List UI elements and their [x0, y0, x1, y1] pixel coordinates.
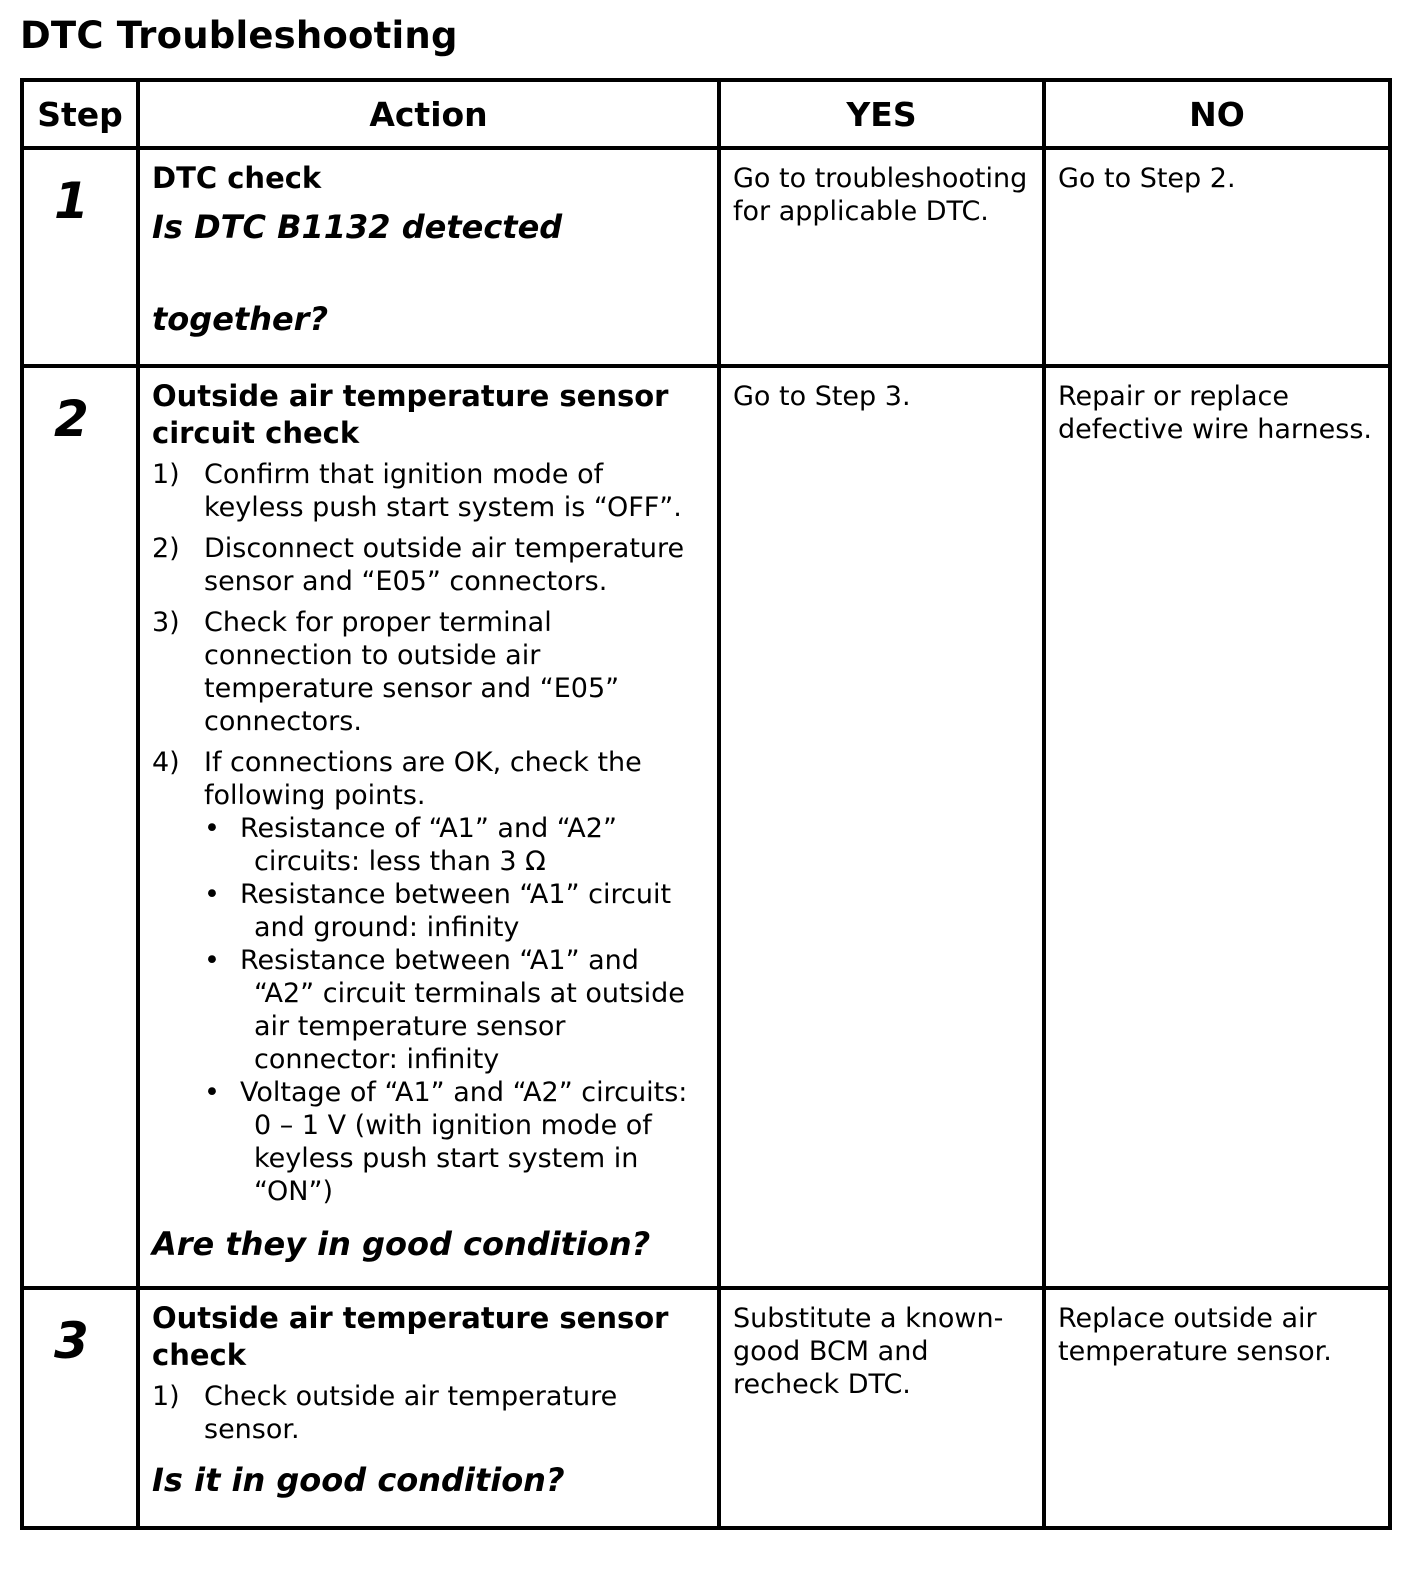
yes-result: Go to troubleshooting for applicable DTC. [733, 163, 1028, 227]
step-cell [22, 366, 138, 1288]
table-row [22, 148, 1390, 366]
yes-result: Substitute a known-good BCM and recheck DTC. [733, 1303, 1004, 1400]
check-points-list [204, 812, 707, 1208]
step-question-line2: together? [152, 300, 329, 338]
step-cell [22, 148, 138, 366]
column-header-yes: YES [719, 80, 1044, 148]
bullet-text: Resistance of “A1” and “A2” circuits: less than 3 Ω [240, 813, 617, 877]
bullet-icon: • [204, 1077, 220, 1108]
column-header-step: Step [22, 80, 138, 148]
list-item [152, 1380, 707, 1446]
list-item [152, 606, 707, 738]
step-heading: Outside air temperature sensor check [152, 1301, 669, 1372]
step-question-line1: Is DTC B1132 detected [152, 208, 563, 246]
item-number: 1) [152, 1381, 180, 1412]
bullet-item [204, 812, 707, 878]
step-number: 2 [54, 390, 89, 448]
action-cell [138, 148, 719, 366]
bullet-item [204, 1076, 707, 1208]
yes-cell [719, 366, 1044, 1288]
bullet-text: Resistance between “A1” circuit and ground: infinity [240, 879, 672, 943]
column-header-no: NO [1044, 80, 1390, 148]
bullet-text: Resistance between “A1” and “A2” circuit terminals at outside air temperature sensor connector: infinity [240, 945, 685, 1075]
table-row [22, 1288, 1390, 1528]
bullet-text: Voltage of “A1” and “A2” circuits: 0 – 1 V (with ignition mode of keyless push start system in “ON”) [240, 1077, 688, 1207]
no-result: Repair or replace defective wire harness. [1058, 381, 1372, 445]
action-cell [138, 366, 719, 1288]
step-question: Is it in good condition? [152, 1461, 565, 1499]
item-text: Check outside air temperature sensor. [204, 1381, 618, 1445]
bullet-item [204, 878, 707, 944]
procedure-list [152, 458, 707, 1208]
no-cell [1044, 1288, 1390, 1528]
step-heading: DTC check [152, 161, 322, 195]
no-cell [1044, 366, 1390, 1288]
list-item [152, 746, 707, 1208]
yes-result: Go to Step 3. [733, 381, 911, 412]
step-cell [22, 1288, 138, 1528]
step-number: 1 [54, 172, 89, 230]
item-text: If connections are OK, check the following points. [204, 747, 642, 811]
bullet-icon: • [204, 879, 220, 910]
page-title: DTC Troubleshooting [20, 14, 458, 57]
table-header-row [22, 80, 1390, 148]
table-row [22, 366, 1390, 1288]
item-number: 4) [152, 747, 180, 778]
list-item [152, 458, 707, 524]
item-text: Disconnect outside air temperature sensor and “E05” connectors. [204, 533, 685, 597]
no-cell [1044, 148, 1390, 366]
item-number: 2) [152, 533, 180, 564]
no-result: Replace outside air temperature sensor. [1058, 1303, 1332, 1367]
step-heading: Outside air temperature sensor circuit check [152, 379, 669, 450]
bullet-icon: • [204, 813, 220, 844]
item-text: Confirm that ignition mode of keyless push start system is “OFF”. [204, 459, 682, 523]
troubleshooting-table [20, 78, 1392, 1530]
step-question: Are they in good condition? [152, 1225, 651, 1263]
action-cell [138, 1288, 719, 1528]
list-item [152, 532, 707, 598]
step-number: 3 [54, 1312, 89, 1370]
yes-cell [719, 1288, 1044, 1528]
item-number: 3) [152, 607, 180, 638]
procedure-list [152, 1380, 707, 1446]
yes-cell [719, 148, 1044, 366]
column-header-action: Action [138, 80, 719, 148]
item-text: Check for proper terminal connection to outside air temperature sensor and “E05” connectors. [204, 607, 620, 737]
item-number: 1) [152, 459, 180, 490]
no-result: Go to Step 2. [1058, 163, 1236, 194]
bullet-item [204, 944, 707, 1076]
bullet-icon: • [204, 945, 220, 976]
